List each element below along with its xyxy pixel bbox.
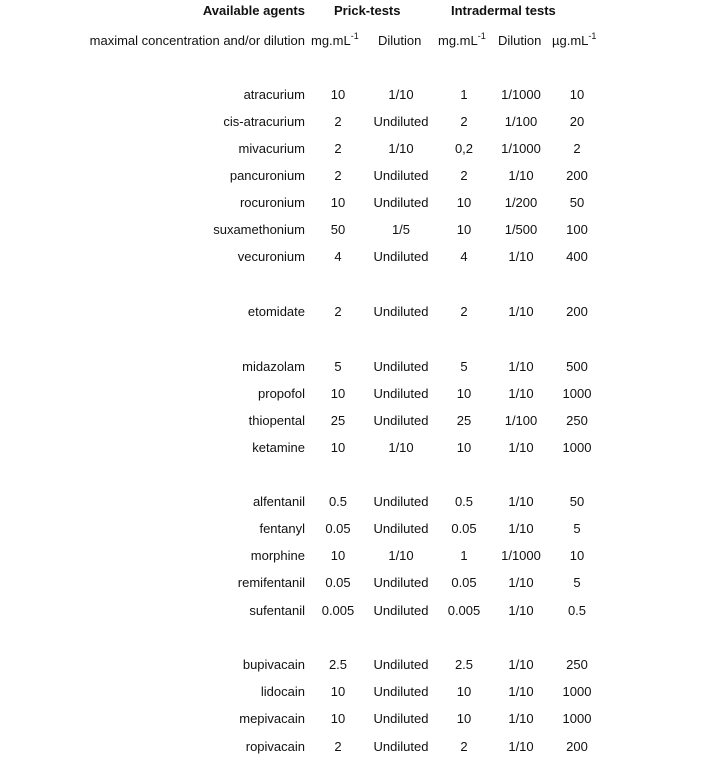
unit-text: mg.mL	[311, 33, 351, 48]
table-row	[0, 657, 725, 675]
intradermal-dilution: 1/10	[508, 249, 534, 264]
header-intradermal-tests: Intradermal tests	[451, 3, 556, 18]
intradermal-concentration: 0.005	[447, 603, 481, 618]
agent-name: propofol	[258, 386, 305, 401]
prick-dilution: Undiluted	[373, 684, 429, 699]
agent-name: alfentanil	[252, 494, 305, 509]
prick-concentration: 5	[334, 359, 342, 374]
header-available-agents: Available agents	[202, 3, 305, 18]
table-row	[0, 222, 725, 240]
intradermal-ug-concentration: 5	[573, 575, 581, 590]
intradermal-ug-concentration: 20	[569, 114, 585, 129]
subheader-id-dilution: Dilution	[498, 33, 542, 48]
intradermal-concentration: 2	[460, 739, 468, 754]
prick-concentration: 50	[330, 222, 346, 237]
unit-exponent: -1	[477, 30, 486, 41]
intradermal-dilution: 1/10	[508, 657, 534, 672]
prick-dilution: Undiluted	[373, 413, 429, 428]
table-row	[0, 440, 725, 458]
intradermal-dilution: 1/10	[508, 684, 534, 699]
unit-exponent: -1	[350, 30, 359, 41]
prick-dilution: Undiluted	[373, 657, 429, 672]
prick-concentration: 0.05	[325, 575, 351, 590]
prick-dilution: 1/10	[388, 87, 414, 102]
table-row	[0, 87, 725, 105]
table-row	[0, 413, 725, 431]
prick-dilution: Undiluted	[373, 168, 429, 183]
prick-concentration: 10	[330, 386, 346, 401]
prick-concentration: 2	[334, 168, 342, 183]
intradermal-ug-concentration: 250	[566, 657, 588, 672]
intradermal-ug-concentration: 50	[569, 195, 585, 210]
intradermal-concentration: 10	[456, 386, 472, 401]
intradermal-dilution: 1/10	[508, 168, 534, 183]
intradermal-concentration: 1	[460, 548, 468, 563]
intradermal-concentration: 0.05	[451, 575, 477, 590]
prick-concentration: 10	[330, 548, 346, 563]
table-row	[0, 304, 725, 322]
prick-concentration: 10	[330, 440, 346, 455]
agent-name: ropivacain	[245, 739, 305, 754]
intradermal-concentration: 10	[456, 711, 472, 726]
intradermal-dilution: 1/1000	[501, 548, 541, 563]
intradermal-ug-concentration: 2	[573, 141, 581, 156]
intradermal-concentration: 5	[460, 359, 468, 374]
table-row	[0, 386, 725, 404]
intradermal-ug-concentration: 200	[566, 739, 588, 754]
table-row	[0, 575, 725, 593]
prick-dilution: 1/10	[388, 141, 414, 156]
agent-name: rocuronium	[239, 195, 305, 210]
prick-dilution: Undiluted	[373, 494, 429, 509]
intradermal-concentration: 10	[456, 684, 472, 699]
table-row	[0, 739, 725, 757]
intradermal-dilution: 1/10	[508, 440, 534, 455]
intradermal-dilution: 1/1000	[501, 87, 541, 102]
intradermal-ug-concentration: 1000	[562, 440, 592, 455]
intradermal-dilution: 1/500	[504, 222, 538, 237]
agent-name: mivacurium	[238, 141, 305, 156]
intradermal-concentration: 2	[460, 168, 468, 183]
unit-exponent: -1	[588, 30, 597, 41]
intradermal-dilution: 1/100	[504, 413, 538, 428]
intradermal-ug-concentration: 1000	[562, 386, 592, 401]
table-row	[0, 603, 725, 621]
subheader-label: maximal concentration and/or dilution	[89, 33, 305, 48]
prick-concentration: 0.05	[325, 521, 351, 536]
agent-name: midazolam	[242, 359, 305, 374]
prick-concentration: 4	[334, 249, 342, 264]
intradermal-ug-concentration: 100	[566, 222, 588, 237]
subheader-prick-dilution: Dilution	[378, 33, 422, 48]
prick-concentration: 2.5	[328, 657, 348, 672]
intradermal-ug-concentration: 500	[566, 359, 588, 374]
prick-concentration: 0.5	[328, 494, 348, 509]
prick-concentration: 25	[330, 413, 346, 428]
prick-concentration: 2	[334, 114, 342, 129]
agent-name: lidocain	[260, 684, 305, 699]
prick-concentration: 10	[330, 684, 346, 699]
prick-concentration: 2	[334, 739, 342, 754]
agent-name: mepivacain	[239, 711, 305, 726]
intradermal-concentration: 0,2	[454, 141, 474, 156]
agent-name: cis-atracurium	[223, 114, 305, 129]
intradermal-concentration: 1	[460, 87, 468, 102]
intradermal-concentration: 0.5	[454, 494, 474, 509]
subheader-prick-concentration-unit	[311, 30, 359, 48]
intradermal-ug-concentration: 10	[569, 87, 585, 102]
prick-dilution: Undiluted	[373, 575, 429, 590]
prick-dilution: Undiluted	[373, 603, 429, 618]
prick-dilution: 1/10	[388, 548, 414, 563]
intradermal-dilution: 1/10	[508, 304, 534, 319]
intradermal-dilution: 1/1000	[501, 141, 541, 156]
intradermal-ug-concentration: 0.5	[567, 603, 587, 618]
agent-name: suxamethonium	[213, 222, 305, 237]
prick-concentration: 10	[330, 195, 346, 210]
intradermal-ug-concentration: 10	[569, 548, 585, 563]
prick-dilution: Undiluted	[373, 195, 429, 210]
intradermal-concentration: 2	[460, 304, 468, 319]
subheader-id-ug-unit	[552, 30, 597, 48]
prick-dilution: Undiluted	[373, 359, 429, 374]
intradermal-concentration: 10	[456, 440, 472, 455]
prick-dilution: Undiluted	[373, 304, 429, 319]
agent-name: morphine	[250, 548, 305, 563]
intradermal-concentration: 4	[460, 249, 468, 264]
prick-dilution: Undiluted	[373, 711, 429, 726]
intradermal-dilution: 1/100	[504, 114, 538, 129]
table-row	[0, 711, 725, 729]
prick-dilution: Undiluted	[373, 386, 429, 401]
intradermal-concentration: 10	[456, 222, 472, 237]
intradermal-dilution: 1/10	[508, 739, 534, 754]
intradermal-dilution: 1/10	[508, 711, 534, 726]
agent-name: remifentanil	[237, 575, 305, 590]
agent-name: bupivacain	[242, 657, 305, 672]
intradermal-ug-concentration: 1000	[562, 711, 592, 726]
table-row	[0, 359, 725, 377]
table-row	[0, 168, 725, 186]
intradermal-dilution: 1/10	[508, 494, 534, 509]
prick-dilution: Undiluted	[373, 739, 429, 754]
unit-text: mg.mL	[438, 33, 478, 48]
table-row	[0, 114, 725, 132]
intradermal-dilution: 1/10	[508, 359, 534, 374]
agent-name: pancuronium	[229, 168, 305, 183]
intradermal-concentration: 2.5	[454, 657, 474, 672]
prick-concentration: 2	[334, 141, 342, 156]
intradermal-ug-concentration: 400	[566, 249, 588, 264]
unit-text: µg.mL	[552, 33, 589, 48]
agent-name: thiopental	[248, 413, 305, 428]
intradermal-concentration: 10	[456, 195, 472, 210]
intradermal-concentration: 25	[456, 413, 472, 428]
intradermal-concentration: 0.05	[451, 521, 477, 536]
prick-dilution: 1/10	[388, 440, 414, 455]
prick-dilution: Undiluted	[373, 521, 429, 536]
table-row	[0, 141, 725, 159]
header-prick-tests: Prick-tests	[334, 3, 401, 18]
table-row	[0, 521, 725, 539]
agent-name: etomidate	[247, 304, 305, 319]
intradermal-ug-concentration: 250	[566, 413, 588, 428]
agent-name: ketamine	[252, 440, 305, 455]
table-row	[0, 494, 725, 512]
agent-name: vecuronium	[237, 249, 305, 264]
intradermal-dilution: 1/10	[508, 575, 534, 590]
intradermal-concentration: 2	[460, 114, 468, 129]
intradermal-dilution: 1/10	[508, 386, 534, 401]
subheader-id-concentration-unit	[438, 30, 486, 48]
intradermal-ug-concentration: 200	[566, 168, 588, 183]
intradermal-dilution: 1/200	[504, 195, 538, 210]
table-row	[0, 195, 725, 213]
intradermal-dilution: 1/10	[508, 603, 534, 618]
table-row	[0, 684, 725, 702]
intradermal-ug-concentration: 5	[573, 521, 581, 536]
agent-name: atracurium	[243, 87, 305, 102]
table-row	[0, 548, 725, 566]
prick-dilution: 1/5	[391, 222, 411, 237]
intradermal-dilution: 1/10	[508, 521, 534, 536]
prick-dilution: Undiluted	[373, 114, 429, 129]
agent-name: sufentanil	[249, 603, 305, 618]
intradermal-ug-concentration: 1000	[562, 684, 592, 699]
prick-dilution: Undiluted	[373, 249, 429, 264]
prick-concentration: 2	[334, 304, 342, 319]
agent-name: fentanyl	[259, 521, 305, 536]
prick-concentration: 10	[330, 711, 346, 726]
intradermal-ug-concentration: 200	[566, 304, 588, 319]
table-row	[0, 249, 725, 267]
prick-concentration: 10	[330, 87, 346, 102]
prick-concentration: 0.005	[321, 603, 355, 618]
intradermal-ug-concentration: 50	[569, 494, 585, 509]
